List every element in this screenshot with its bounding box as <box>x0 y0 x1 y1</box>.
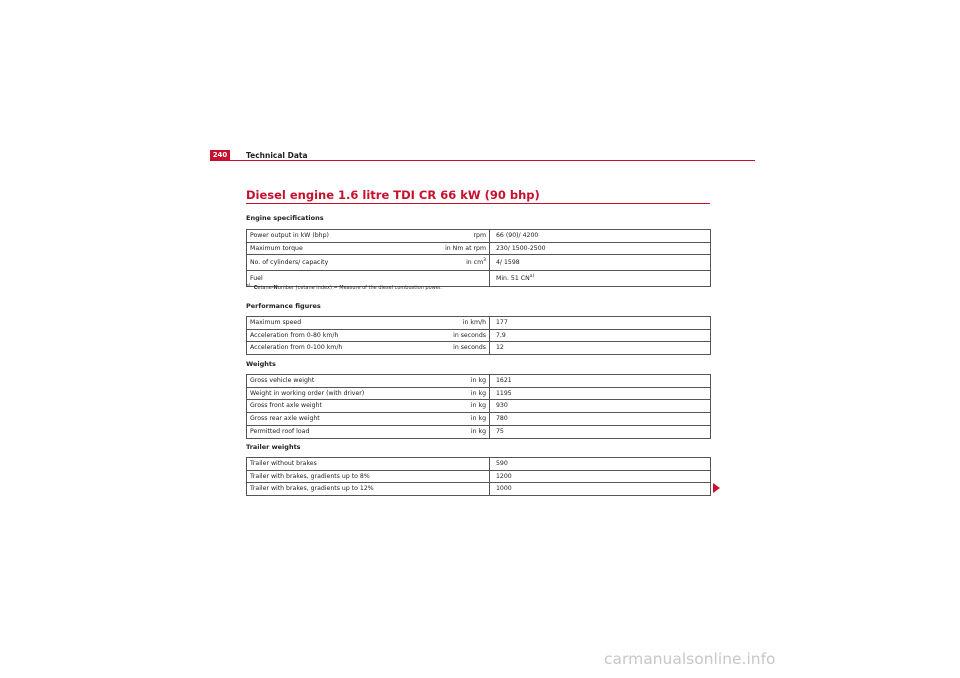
table-row <box>247 413 711 426</box>
table-row <box>247 242 711 255</box>
footnote-reference: a) <box>529 274 535 280</box>
row-value: 930 <box>490 400 711 413</box>
row-unit <box>403 255 490 271</box>
table-row <box>247 329 711 342</box>
row-value: 177 <box>490 317 711 330</box>
table-row <box>247 470 711 483</box>
row-label: Trailer with brakes, gradients up to 12% <box>247 483 404 496</box>
table-row <box>247 375 711 388</box>
table-row <box>247 458 711 471</box>
row-label: Weight in working order (with driver) <box>247 387 404 400</box>
trailer-table <box>246 457 711 496</box>
row-unit <box>403 458 490 471</box>
row-label: Gross rear axle weight <box>247 413 404 426</box>
table-row <box>247 400 711 413</box>
page-title: Diesel engine 1.6 litre TDI CR 66 kW (90 bhp) <box>246 188 540 202</box>
row-unit: in kg <box>403 413 490 426</box>
table-row <box>247 387 711 400</box>
row-label: Trailer without brakes <box>247 458 404 471</box>
trailer-heading: Trailer weights <box>246 443 301 451</box>
row-value: 780 <box>490 413 711 426</box>
row-value: 1621 <box>490 375 711 388</box>
row-unit: in Nm at rpm <box>403 242 490 255</box>
engine-table <box>246 229 711 287</box>
row-label: Fuel <box>247 271 404 287</box>
row-value <box>490 271 711 287</box>
row-label: No. of cylinders/ capacity <box>247 255 404 271</box>
performance-table <box>246 316 711 355</box>
footnote-c: C <box>253 285 258 291</box>
weights-table <box>246 374 711 439</box>
row-label: Gross vehicle weight <box>247 375 404 388</box>
row-value: 1200 <box>490 470 711 483</box>
row-label: Maximum speed <box>247 317 404 330</box>
row-value: 1000 <box>490 483 711 496</box>
table-row <box>247 342 711 355</box>
footnote-etane: etane- <box>257 285 274 291</box>
engine-heading: Engine specifications <box>246 214 324 222</box>
table-row <box>247 230 711 243</box>
row-unit <box>403 483 490 496</box>
row-value: 7,9 <box>490 329 711 342</box>
value-text: Min. 51 CN <box>496 275 530 283</box>
footnote-text: umber (cetane index) = Measure of the diesel combustion power. <box>277 285 443 291</box>
row-label: Gross front axle weight <box>247 400 404 413</box>
row-label: Power output in kW (bhp) <box>247 230 404 243</box>
table-row <box>247 483 711 496</box>
performance-heading: Performance figures <box>246 302 321 310</box>
table-row <box>247 317 711 330</box>
row-unit: in seconds <box>403 329 490 342</box>
table-row <box>247 255 711 271</box>
header-title: Technical Data <box>246 151 308 160</box>
row-label: Acceleration from 0-80 km/h <box>247 329 404 342</box>
row-unit: in kg <box>403 425 490 438</box>
row-value: 1195 <box>490 387 711 400</box>
weights-heading: Weights <box>246 360 276 368</box>
header-rule <box>230 160 755 161</box>
unit-superscript: 3 <box>483 258 486 264</box>
page-number: 240 <box>210 150 230 161</box>
row-value: 66 (90)/ 4200 <box>490 230 711 243</box>
row-label: Trailer with brakes, gradients up to 8% <box>247 470 404 483</box>
row-label: Acceleration from 0-100 km/h <box>247 342 404 355</box>
row-value: 230/ 1500-2500 <box>490 242 711 255</box>
row-value: 590 <box>490 458 711 471</box>
footnote-marker: a) <box>246 283 251 289</box>
row-label: Maximum torque <box>247 242 404 255</box>
footnote <box>246 285 442 291</box>
row-unit: in seconds <box>403 342 490 355</box>
row-value: 4/ 1598 <box>490 255 711 271</box>
next-page-arrow-icon[interactable] <box>713 483 720 493</box>
row-unit <box>403 470 490 483</box>
row-unit: in km/h <box>403 317 490 330</box>
footnote-n: N <box>273 285 278 291</box>
title-rule <box>246 203 710 204</box>
unit-text: in cm <box>466 259 484 267</box>
row-value: 75 <box>490 425 711 438</box>
row-unit: in kg <box>403 387 490 400</box>
table-row <box>247 425 711 438</box>
row-unit: in kg <box>403 375 490 388</box>
row-value: 12 <box>490 342 711 355</box>
row-unit: rpm <box>403 230 490 243</box>
row-label: Permitted roof load <box>247 425 404 438</box>
row-unit: in kg <box>403 400 490 413</box>
watermark: carmanualsonline.info <box>604 650 776 668</box>
